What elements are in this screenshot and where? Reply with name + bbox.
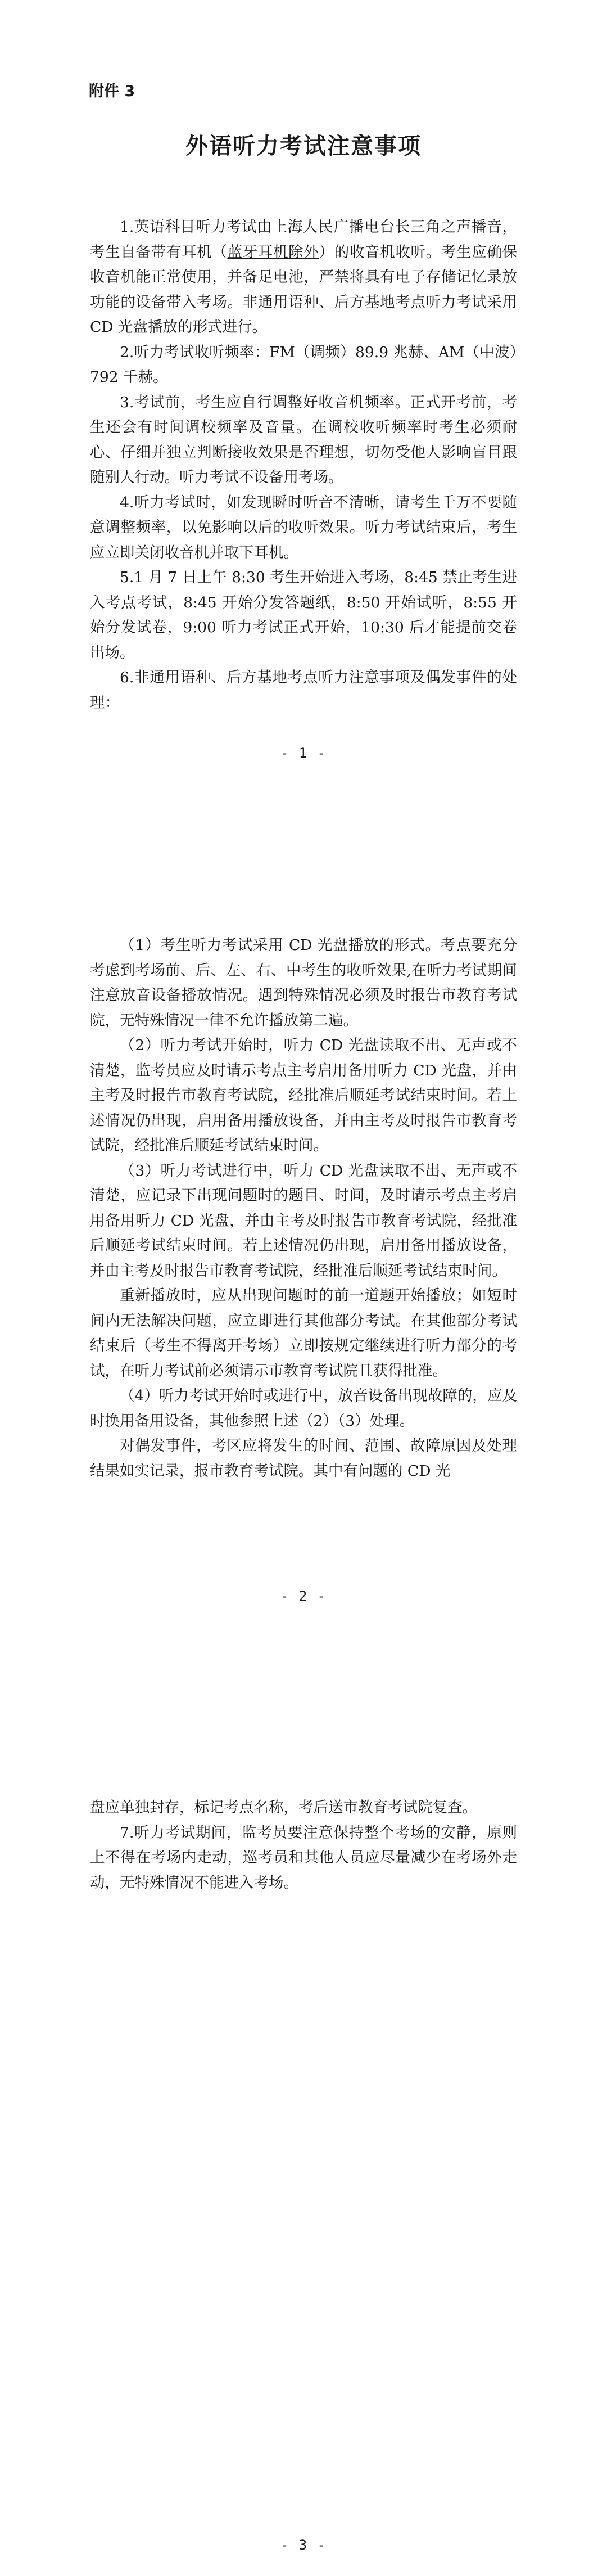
item-7: 7.听力考试期间，监考员要注意保持整个考场的安静，原则上不得在考场内走动，巡考员和其他人员应尽量减少在考场外走动，无特殊情况不能进入考场。 (90, 1823, 517, 1892)
sub-item-2: （2）听力考试开始时，听力 CD 光盘读取不出、无声或不清楚，监考员应及时请示考点主考启用备用听力 CD 光盘，并由主考及时报告市教育考试院，经批准后顺延考试结束时间。若上述情况仍出现，启用备用播放设备，并由主考及时报告市教育考试院，经批准后顺延考试结束时间。 (90, 1037, 517, 1154)
incident-note: 对偶发事件，考区应将发生的时间、范围、故障原因及处理结果如实记录，报市教育考试院。其中有问题的 CD 光 (90, 1437, 517, 1480)
item-2: 2.听力考试收听频率：FM（调频）89.9 兆赫、AM（中波）792 千赫。 (90, 343, 517, 386)
page-2-body (90, 933, 517, 1484)
page-1 (0, 0, 607, 859)
incident-note-continued: 盘应单独封存，标记考点名称，考后送市教育考试院复查。 (90, 1799, 477, 1816)
document-title: 外语听力考试注意事项 (185, 133, 422, 159)
page-3-body (90, 1795, 517, 1895)
item-1 (90, 215, 517, 340)
item-1-text-a: 1.英语科目听力考试由上海人民广播电台长三角之声播音，考生自备带有耳机（ (90, 218, 517, 261)
item-5: 5.1 月 7 日上午 8:30 考生开始进入考场，8:45 禁止考生进入考点考试，8:45 开始分发答题纸，8:50 开始试听，8:55 开始分发试卷，9:00 听力考试正式开始，10:30 后才能提前交卷出场。 (90, 569, 517, 661)
item-1-underlined: 蓝牙耳机除外 (227, 243, 319, 261)
sub-item-1: （1）考生听力考试采用 CD 光盘播放的形式。考点要充分考虑到考场前、后、左、右、中考生的收听效果,在听力考试期间注意放音设备播放情况。遇到特殊情况必须及时报告市教育考试院，无特殊情况一律不允许播放第二遍。 (90, 936, 517, 1029)
item-3: 3.考试前，考生应自行调整好收音机频率。正式开考前，考生还会有时间调校频率及音量。在调校收听频率时考生必须耐心、仔细并独立判断接收效果是否理想，切勿受他人影响盲目跟随别人行动。听力考试不设备用考场。 (90, 393, 517, 486)
sub-item-3: （3）听力考试进行中，听力 CD 光盘读取不出、无声或不清楚，应记录下出现问题时的题目、时间，及时请示考点主考启用备用听力 CD 光盘，并由主考及时报告市教育考试院，经批准后顺延考试结束时间。若上述情况仍出现，启用备用播放设备，并由主考及时报告市教育考试院，经批准后顺延考试结束时间。 (90, 1161, 517, 1280)
page-number: - 3 - (280, 2537, 327, 2553)
page-1-body (90, 215, 517, 715)
replay-note: 重新播放时，应从出现问题时的前一道题开始播放；如短时间内无法解决问题，应立即进行其他部分考试。在其他部分考试结束后（考生不得离开考场）立即按规定继续进行听力部分的考试，在听力考试前必须请示市教育考试院且获得批准。 (90, 1287, 517, 1380)
page-number: - 1 - (280, 745, 327, 761)
item-1-text-b: ）的收音机收听。考生应确保收音机能正常使用，并备足电池，严禁将具有电子存储记忆录放功能的设备带入考场。非通用语种、后方基地考点听力考试采用 CD 光盘播放的形式进行。 (90, 243, 517, 336)
page-3 (0, 1718, 607, 2576)
page-number: - 2 - (280, 1588, 327, 1604)
sub-item-4: （4）听力考试开始时或进行中，放音设备出现故障的，应及时换用备用设备，其他参照上述（2）（3）处理。 (90, 1387, 517, 1430)
item-6: 6.非通用语种、后方基地考点听力注意事项及偶发事件的处理： (90, 669, 517, 711)
annex-label: 附件 3 (89, 83, 135, 100)
page-2 (0, 859, 607, 1718)
item-4: 4.听力考试时，如发现瞬时听音不清晰，请考生千万不要随意调整频率，以免影响以后的收听效果。听力考试结束后，考生应立即关闭收音机并取下耳机。 (90, 493, 517, 561)
